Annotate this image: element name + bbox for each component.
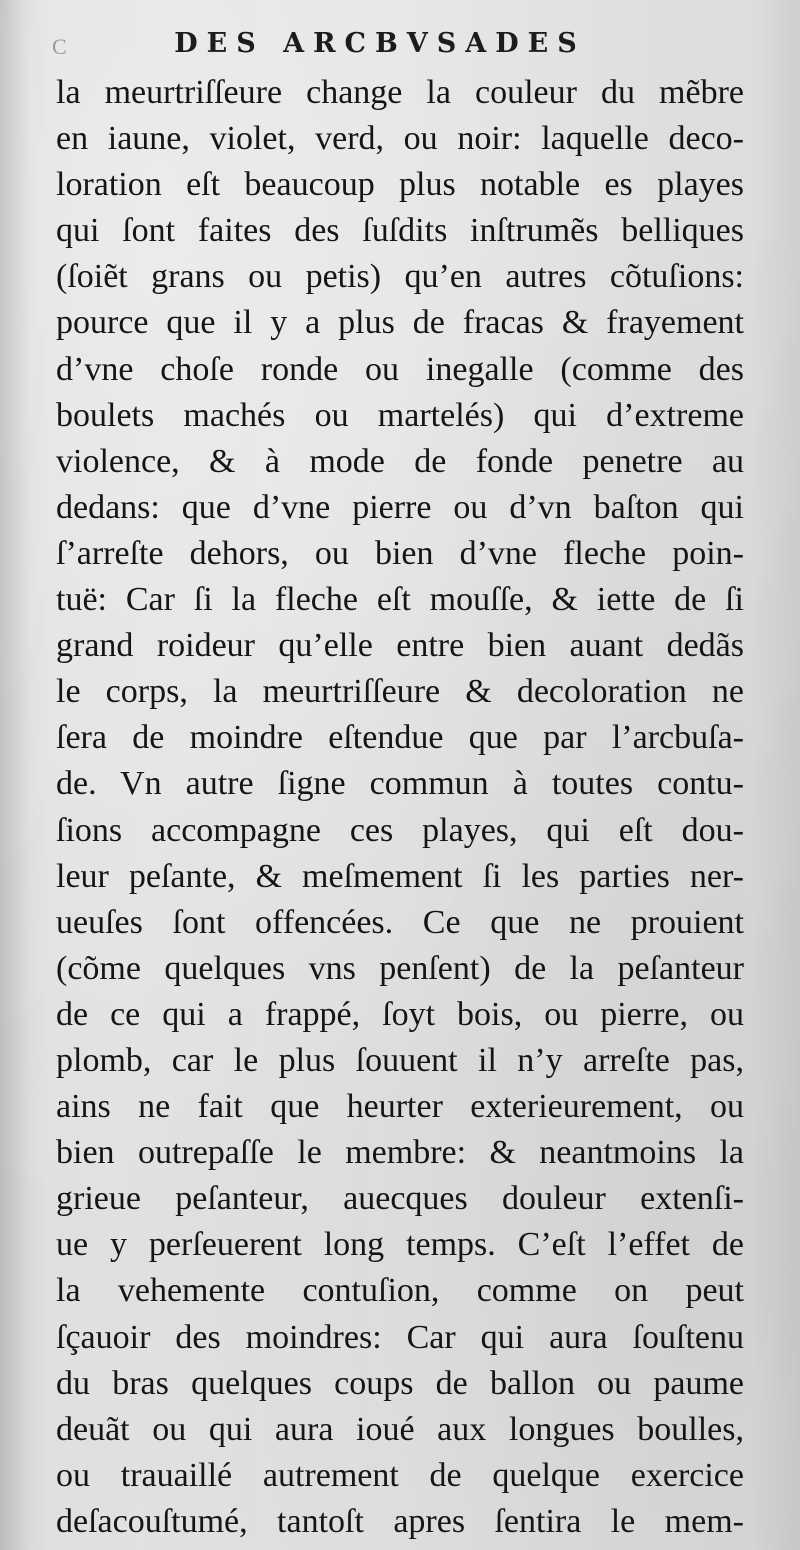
- text-line: loration eſt beaucoup plus notable es playes: [56, 166, 744, 204]
- text-line: ſçauoir des moindres: Car qui aura ſouſtenu: [56, 1318, 744, 1356]
- running-head: DES ARCBVSADES: [174, 28, 586, 59]
- text-line: la meurtriſſeure change la couleur du mẽbre: [56, 74, 744, 111]
- text-line: tuë: Car ſi la fleche eſt mouſſe, & iette de ſi: [56, 581, 744, 619]
- text-line: leur peſante, & meſmement ſi les parties ner-: [56, 857, 744, 895]
- text-line: de ce qui a frappé, ſoyt bois, ou pierre, ou: [56, 995, 744, 1033]
- text-line: la vehemente contuſion, comme on peut: [56, 1272, 744, 1310]
- text-line: ſera de moindre eſtendue que par l’arcbuſa-: [56, 719, 744, 757]
- text-line: violence, & à mode de fonde penetre au: [56, 442, 744, 480]
- text-line: grand roideur qu’elle entre bien auant dedãs: [56, 627, 744, 665]
- text-line: ueuſes ſont offencées. Ce que ne prouient: [56, 903, 744, 941]
- gutter-shadow: [0, 0, 30, 1550]
- text-line: deſacouſtumé, tantoſt apres ſentira le mem-: [56, 1502, 744, 1540]
- text-line: du bras quelques coups de ballon ou paume: [56, 1364, 744, 1402]
- text-line: deuãt ou qui aura ioué aux longues boulles,: [56, 1410, 744, 1448]
- text-line: ou trauaillé autrement de quelque exercice: [56, 1456, 744, 1494]
- text-line: en iaune, violet, verd, ou noir: laquelle deco-: [56, 120, 744, 158]
- text-line: qui ſont faites des ſuſdits inſtrumẽs belliques: [56, 212, 744, 250]
- text-line: d’vne choſe ronde ou inegalle (comme des: [56, 350, 744, 388]
- text-line: (ſoiẽt grans ou petis) qu’en autres cõtuſions:: [56, 258, 744, 296]
- text-line: plomb, car le plus ſouuent il n’y arreſte pas,: [56, 1041, 744, 1079]
- text-line: bien outrepaſſe le membre: & neantmoins la: [56, 1134, 744, 1172]
- body-text: [56, 70, 744, 1545]
- text-line: pource que il y a plus de fracas & frayement: [56, 304, 744, 342]
- text-line: (cõme quelques vns penſent) de la peſanteur: [56, 949, 744, 987]
- text-line: ue y perſeuerent long temps. C’eſt l’effet de: [56, 1226, 744, 1264]
- text-line: ſions accompagne ces playes, qui eſt dou-: [56, 811, 744, 849]
- text-line: de. Vn autre ſigne commun à toutes contu-: [56, 765, 744, 803]
- page-number: C: [52, 34, 67, 59]
- text-line: grieue peſanteur, auecques douleur extenſi-: [56, 1180, 744, 1218]
- text-line: ains ne fait que heurter exterieurement, ou: [56, 1088, 744, 1126]
- text-line: le corps, la meurtriſſeure & decoloration ne: [56, 673, 744, 711]
- text-line: ſ’arreſte dehors, ou bien d’vne fleche poin-: [56, 534, 744, 572]
- text-line: boulets machés ou martelés) qui d’extreme: [56, 396, 744, 434]
- text-line: dedans: que d’vne pierre ou d’vn baſton qui: [56, 488, 744, 526]
